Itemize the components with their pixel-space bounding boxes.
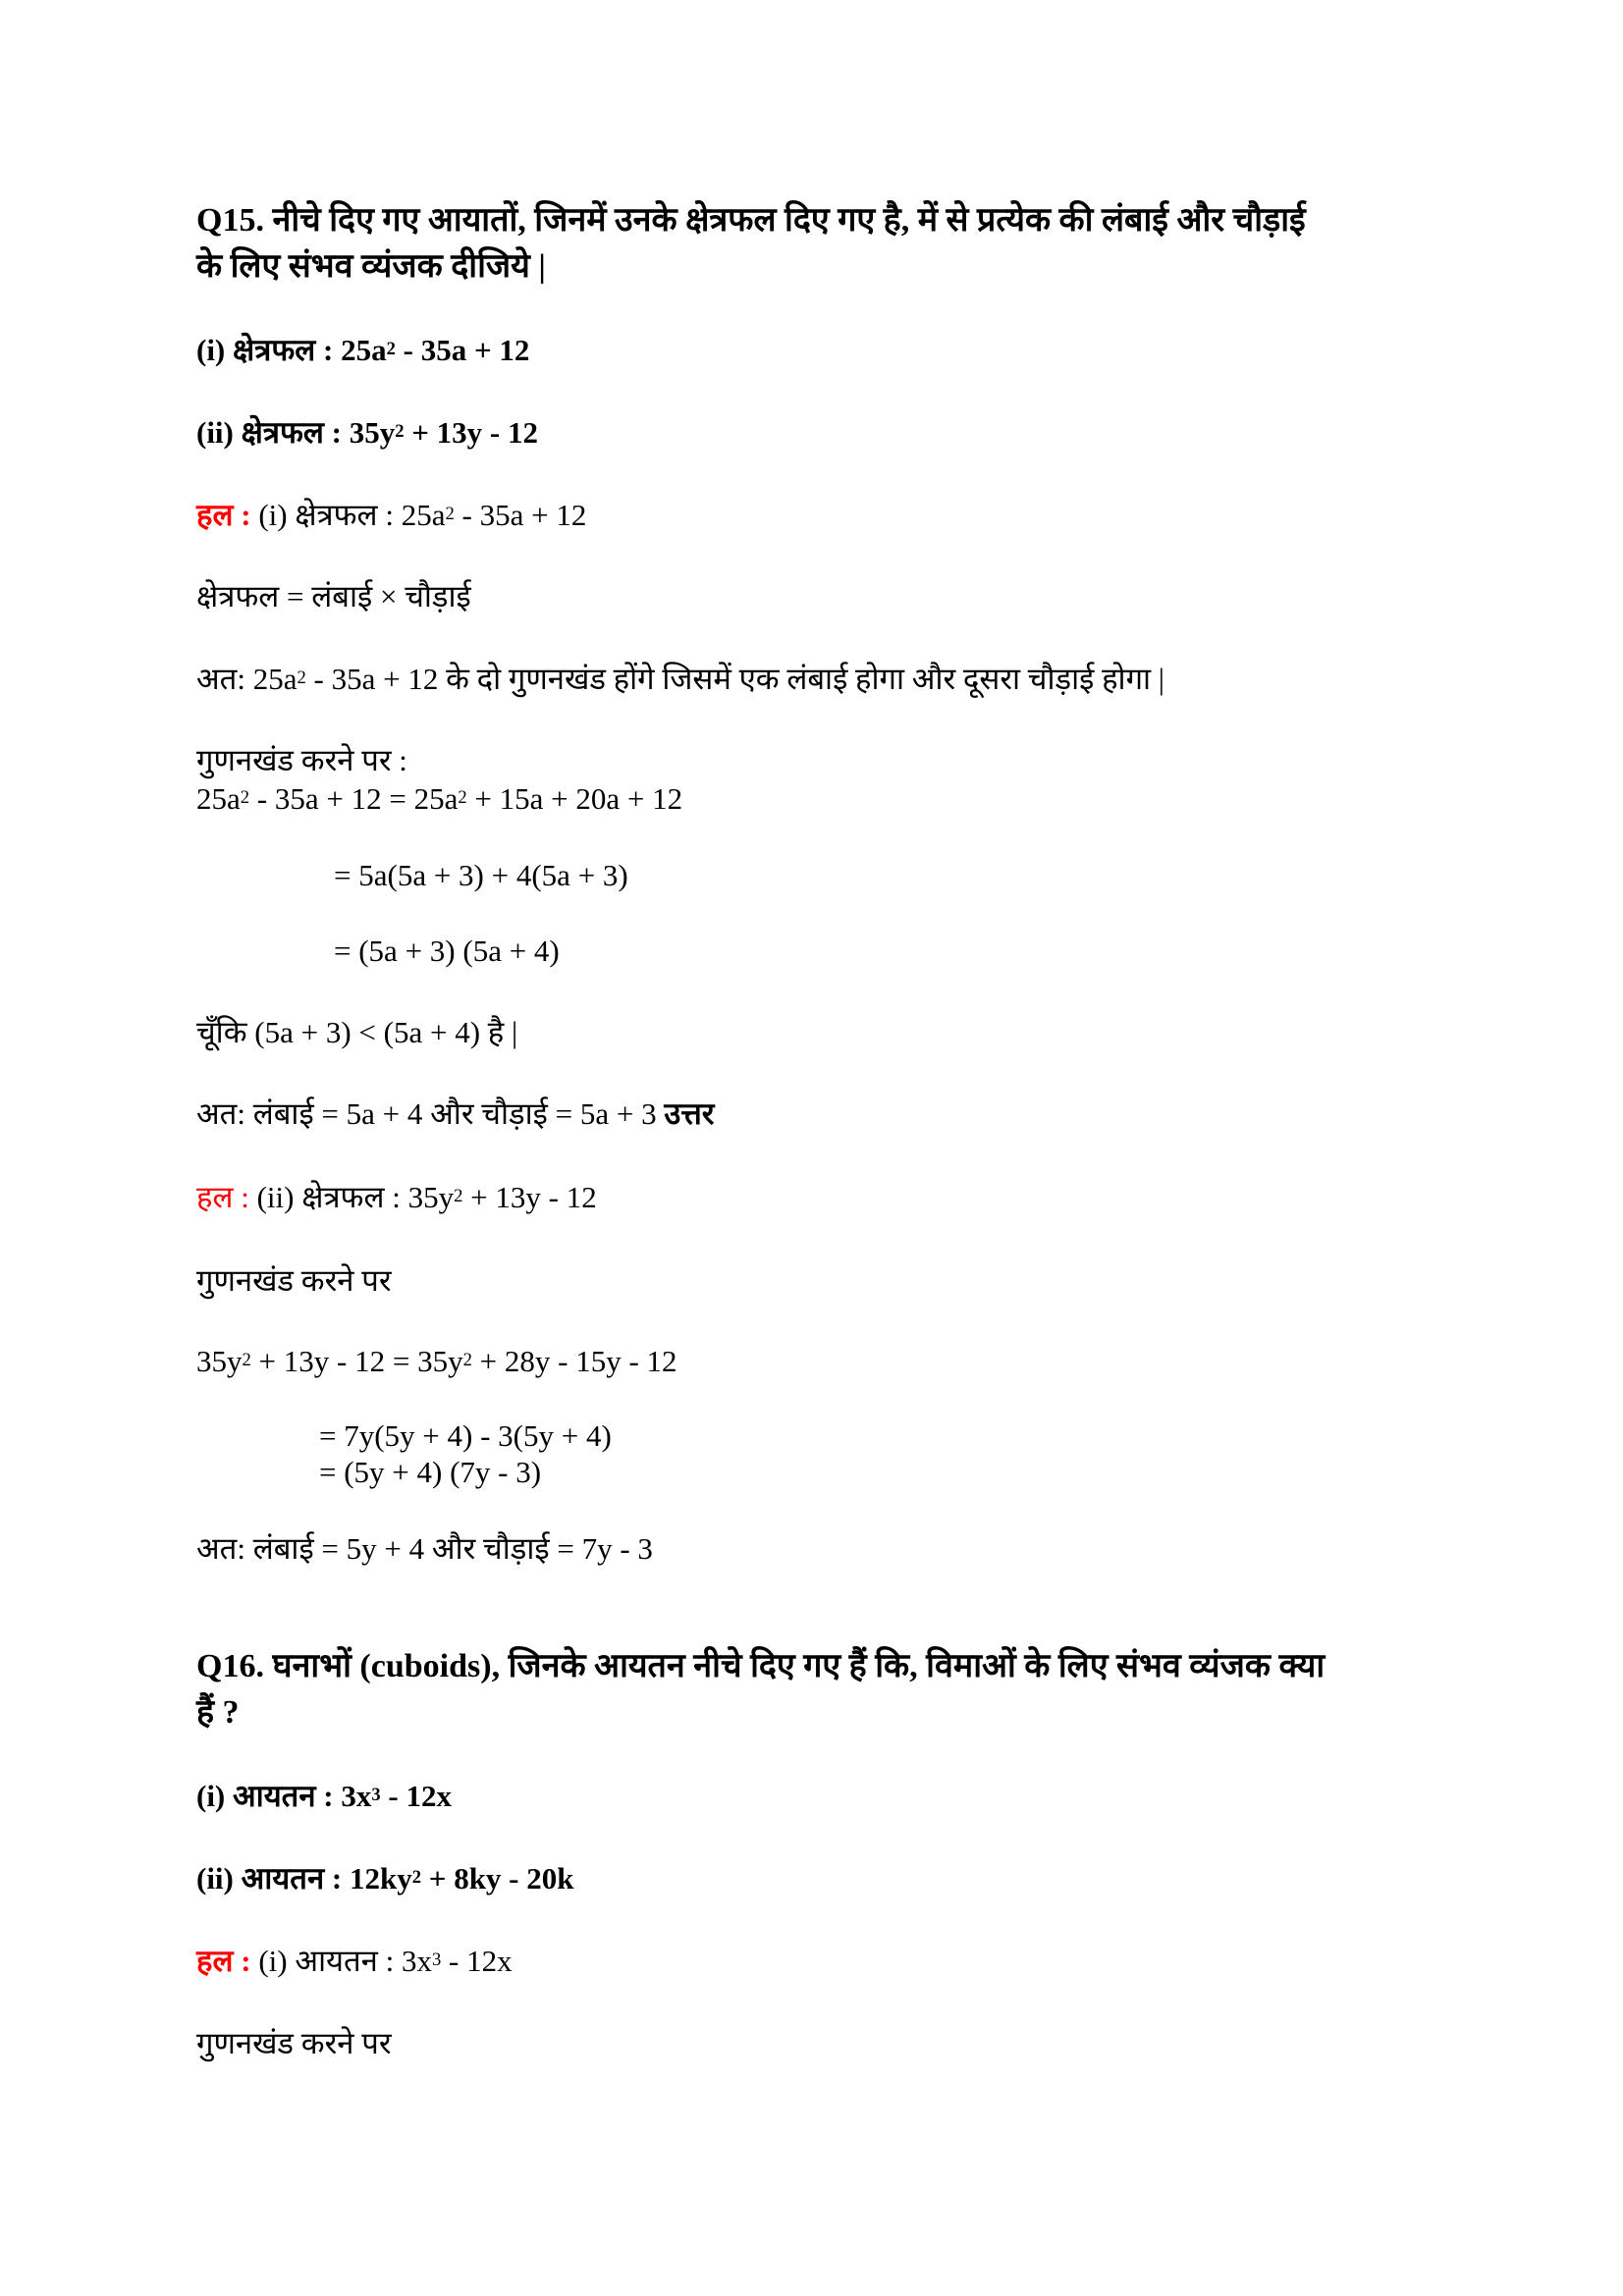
q15-ii-eq1: $35y^2 + 13y - 12 = 35y^2 + 28y - 15y - 12$ xyxy=(196,1344,677,1378)
factor-label: गुणनखंड करने पर xyxy=(196,2026,392,2060)
q15-question-line2: के लिए संभव व्यंजक दीजिये | xyxy=(196,248,546,285)
q15-eq3: = (5a + 3) (5a + 4) xyxy=(334,934,560,968)
q15-since: चूँकि (5a + 3) < (5a + 4) है | xyxy=(196,1015,518,1049)
q15-part-i: (i) क्षेत्रफल : $25a^2 - 35a + 12$ xyxy=(196,333,530,367)
q16-number: Q16. xyxy=(196,1648,264,1684)
q16-solution-i-heading: हल : (i) आयतन : $3x^3 - 12x$ xyxy=(196,1944,513,1978)
q15-solution-i-heading: हल : (i) क्षेत्रफल : $25a^2 - 35a + 12$ xyxy=(196,498,587,532)
q15-eq1: $25a^2 - 35a + 12 = 25a^2 + 15a + 20a + 12$ xyxy=(196,781,683,816)
hal-label: हल : xyxy=(196,1944,251,1978)
hal-label: हल : xyxy=(196,498,251,532)
q15-question-line1: Q15. नीचे दिए गए आयातों, जिनमें उनके क्षेत्रफल दिए गए है, में से प्रत्येक की लंबाई और चौड़ाई xyxy=(196,202,1306,239)
q16-part-ii: (ii) आयतन : $12ky^2 + 8ky - 20k$ xyxy=(196,1861,574,1896)
q15-eq2: = 5a(5a + 3) + 4(5a + 3) xyxy=(334,858,628,892)
factor-label: गुणनखंड करने पर : xyxy=(196,743,407,777)
q15-solution-ii-heading: हल : (ii) क्षेत्रफल : $35y^2 + 13y - 12$ xyxy=(196,1180,597,1214)
q15-part-ii: (ii) क्षेत्रफल : $35y^2 + 13y - 12$ xyxy=(196,415,538,450)
answer-word: उत्तर xyxy=(664,1096,715,1131)
q16-part-i: (i) आयतन : $3x^3 - 12x$ xyxy=(196,1779,452,1813)
q15-ii-eq2: = 7y(5y + 4) - 3(5y + 4) xyxy=(319,1418,612,1453)
q16-question-line2: हैं ? xyxy=(196,1694,240,1731)
q15-answer-ii: अत: लंबाई = 5y + 4 और चौड़ाई = 7y - 3 xyxy=(196,1531,653,1566)
hal-label: हल : xyxy=(196,1180,249,1214)
q15-answer-i: अत: लंबाई = 5a + 4 और चौड़ाई = 5a + 3 उत्तर xyxy=(196,1096,715,1131)
factor-label: गुणनखंड करने पर xyxy=(196,1263,392,1298)
q15-atah-statement: अत: $25a^2 - 35a + 12$ के दो गुणनखंड होंगे जिसमें एक लंबाई होगा और दूसरा चौड़ाई होगा | xyxy=(196,662,1165,696)
q16-question-line1: Q16. घनाभों (cuboids), जिनके आयतन नीचे दिए गए हैं कि, विमाओं के लिए संभव व्यंजक क्या xyxy=(196,1648,1325,1684)
q15-ii-eq3: = (5y + 4) (7y - 3) xyxy=(319,1455,542,1489)
area-formula: क्षेत्रफल = लंबाई × चौड़ाई xyxy=(196,579,471,614)
q15-number: Q15. xyxy=(196,202,264,239)
